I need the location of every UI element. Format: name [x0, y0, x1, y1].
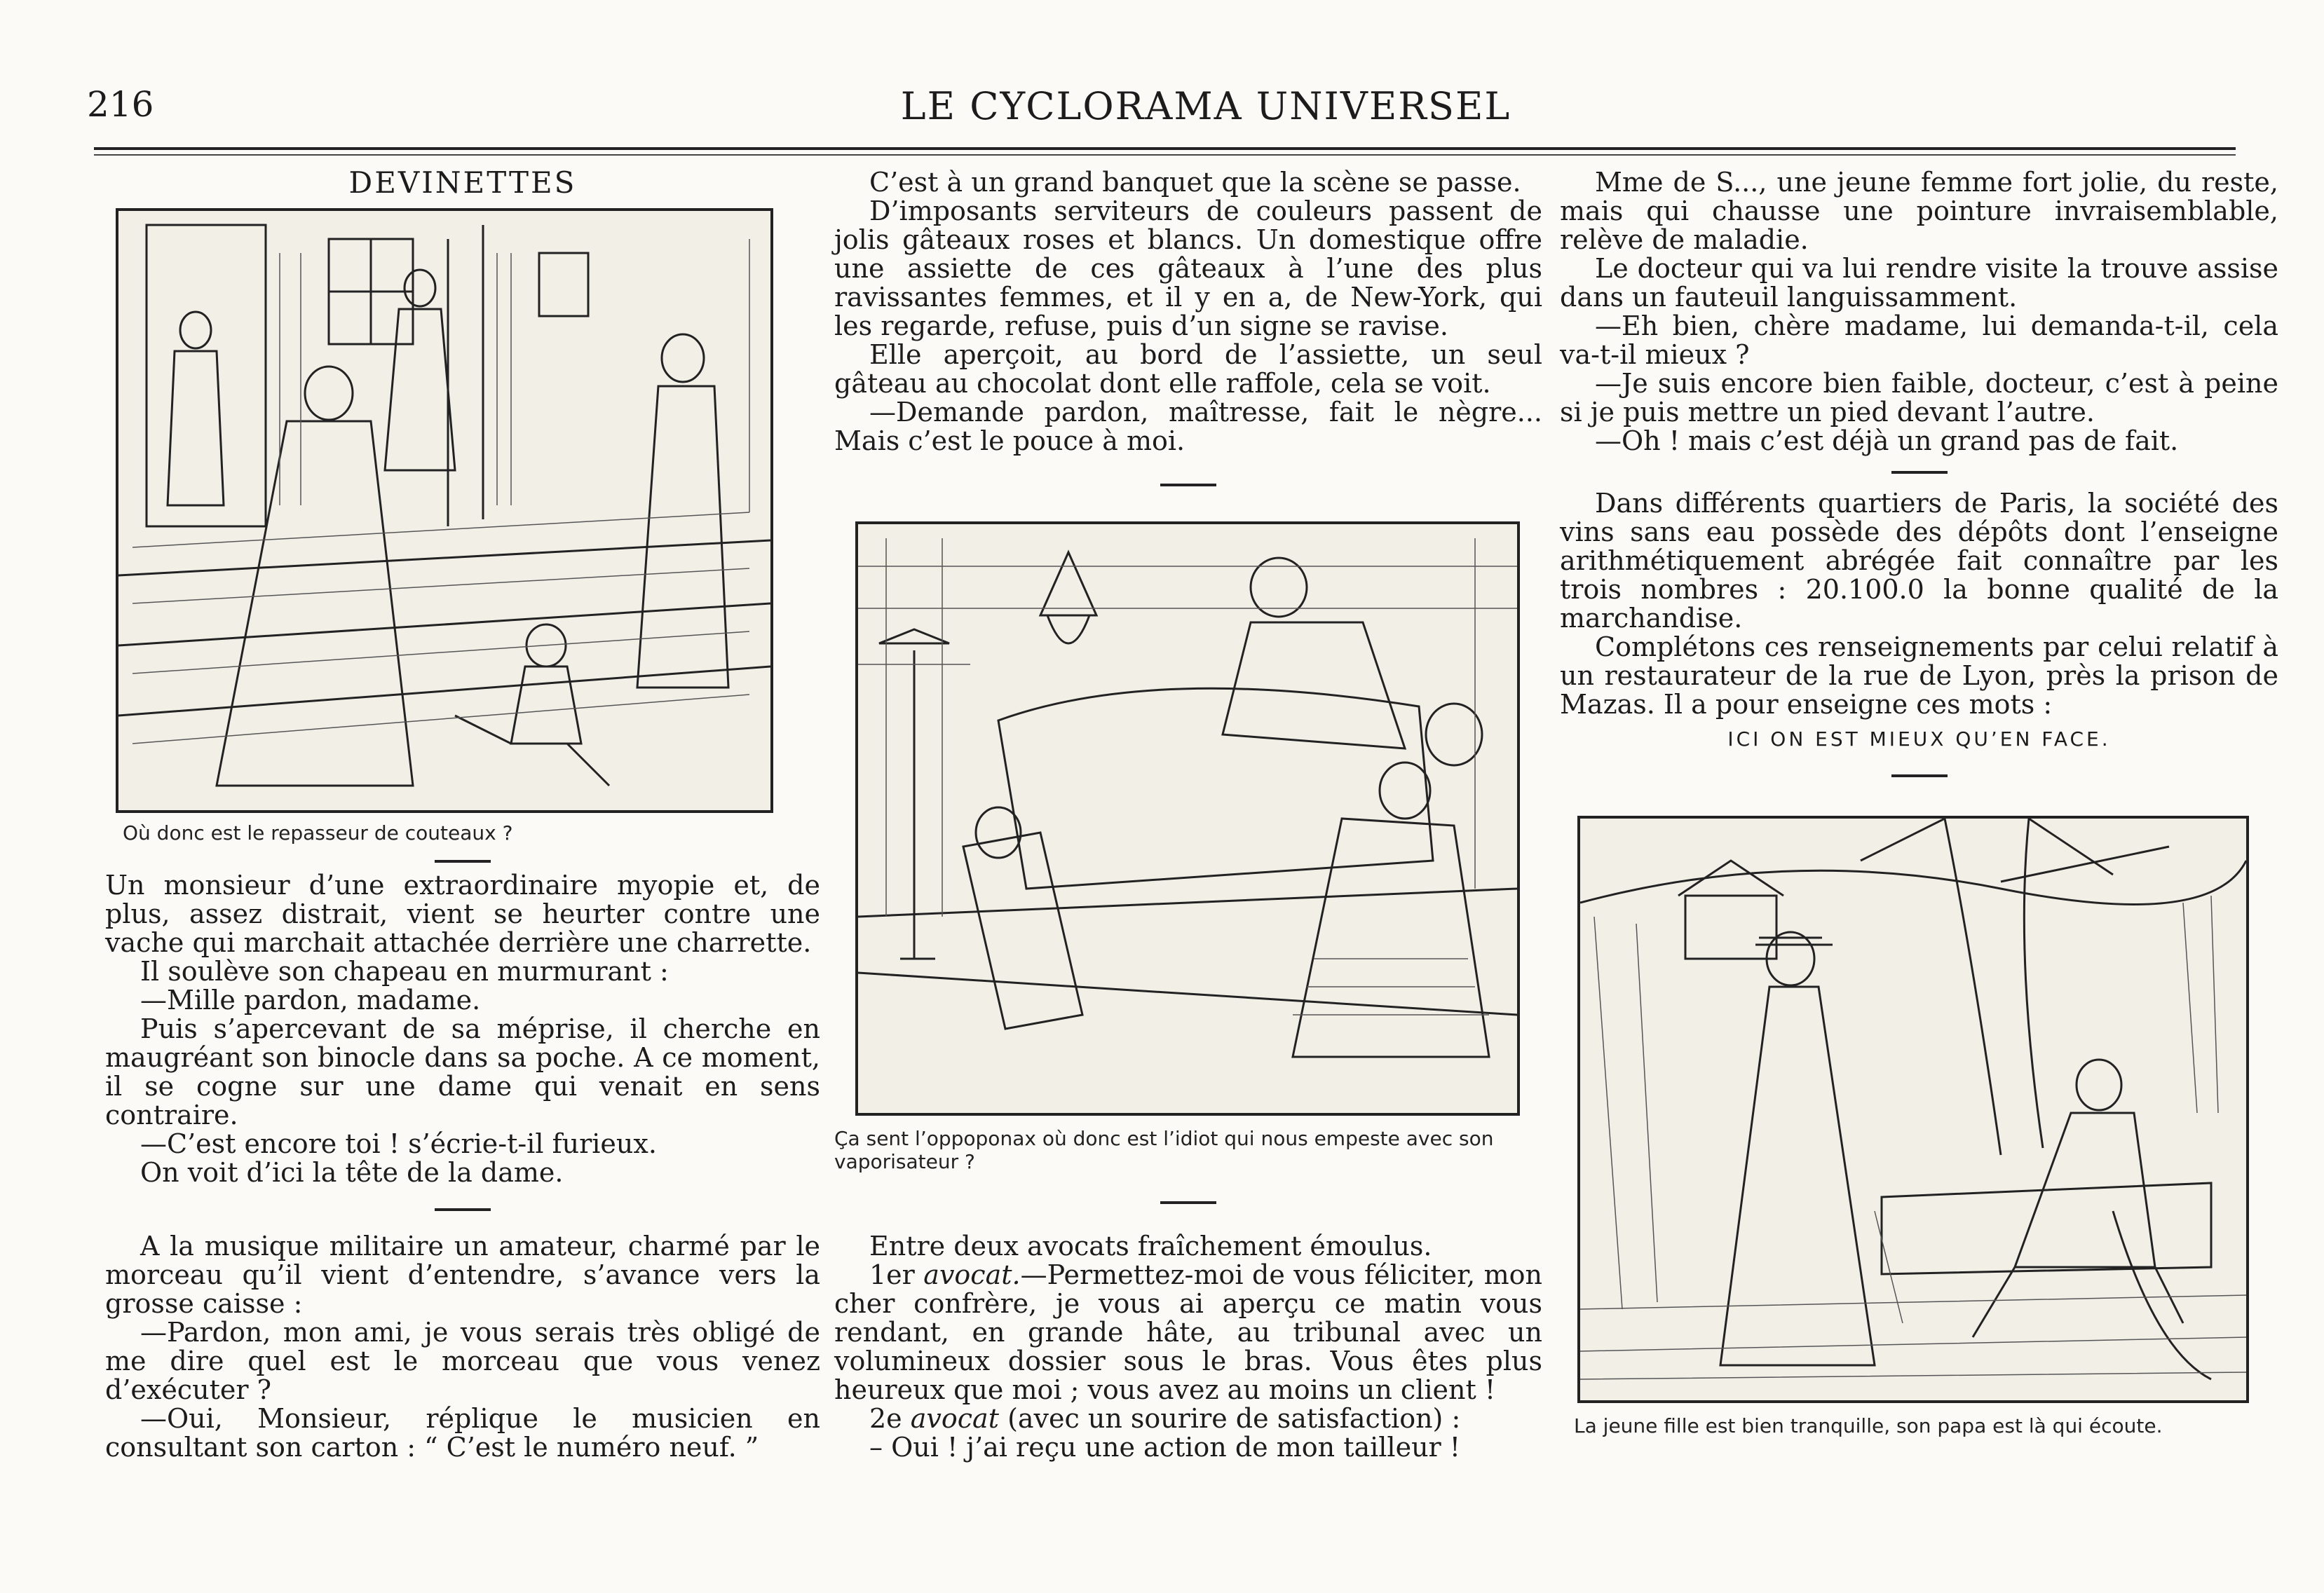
- picture-street-scene-icon: [118, 211, 770, 810]
- speaker-number: 1er: [869, 1259, 915, 1290]
- speaker-role: avocat: [910, 1403, 999, 1434]
- garden-scene-illustration: [1577, 816, 2249, 1403]
- separator: [1160, 484, 1216, 486]
- separator: [1891, 774, 1948, 777]
- paragraph: —Pardon, mon ami, je vous serais très obligé de me dire quel est le morceau que vous venez d’exécuter ?: [105, 1317, 820, 1405]
- paragraph: D’imposants serviteurs de couleurs passent de jolis gâteaux roses et blancs. Un domestique offre une assiette de ces gâteaux à l’une des plus ravissantes femmes, et il y en a, de New-York, qui les regarde, refuse, puis d’un signe se ravise.: [834, 196, 1542, 341]
- separator: [1891, 471, 1948, 474]
- separator: [435, 860, 491, 863]
- bedroom-scene-caption: Ça sent l’oppoponax où donc est l’idiot qui nous empeste avec son vaporisateur ?: [834, 1127, 1494, 1173]
- speaker-role: avocat.: [923, 1259, 1021, 1290]
- running-title: LE CYCLORAMA UNIVERSEL: [900, 84, 1511, 128]
- page-number: 216: [87, 84, 154, 125]
- paragraph: —C’est encore toi ! s’écrie-t-il furieux.: [140, 1128, 657, 1159]
- header-rule: [94, 147, 2236, 150]
- street-scene-caption: Où donc est le repasseur de couteaux ?: [123, 821, 513, 845]
- picture-garden-scene-icon: [1580, 819, 2246, 1400]
- paragraph: Un monsieur d’une extraordinaire myopie et, de plus, assez distrait, vient se heurter contre une vache qui marchait attachée derrière une charrette.: [105, 870, 820, 958]
- paragraph: Il soulève son chapeau en murmurant :: [140, 956, 669, 987]
- garden-scene-caption: La jeune fille est bien tranquille, son papa est là qui écoute.: [1574, 1414, 2163, 1437]
- paragraph: C’est à un grand banquet que la scène se passe.: [869, 167, 1521, 198]
- restaurant-sign-text: ICI ON EST MIEUX QU’EN FACE.: [1727, 727, 2111, 751]
- paragraph: —Mille pardon, madame.: [140, 985, 481, 1016]
- right-column: [1560, 168, 2278, 1437]
- paragraph: Elle aperçoit, au bord de l’assiette, un seul gâteau au chocolat dont elle raffole, cela se voit.: [834, 339, 1542, 399]
- picture-bedroom-scene-icon: [858, 524, 1517, 1113]
- paragraph: —Oui, Monsieur, réplique le musicien en consultant son carton : “ C’est le numéro neuf. ”: [105, 1403, 820, 1463]
- speaker-number: 2e: [869, 1403, 902, 1434]
- paragraph: —Je suis encore bien faible, docteur, c’est à peine si je puis mettre un pied devant l’autre.: [1560, 368, 2278, 428]
- paragraph-dialogue-1: [834, 1261, 1542, 1404]
- separator: [435, 1208, 491, 1211]
- paragraph: Dans différents quartiers de Paris, la société des vins sans eau possède des dépôts dont l’enseigne arithmétiquement abrégée fait connaître par les trois nombres : 20.100.0 la bonne qualité de la marchandise.: [1560, 488, 2278, 634]
- dialogue-text: —Permettez-moi de vous féliciter, mon cher confrère, je vous ai aperçu ce matin vous rendant, en grande hâte, au tribunal avec un volumineux dossier sous le bras. Vous êtes plus heureux que moi ; vous avez au moins un client !: [834, 1259, 1542, 1405]
- speaker-note: (avec un sourire de satisfaction) :: [1007, 1403, 1461, 1434]
- paragraph: Puis s’apercevant de sa méprise, il cherche en maugréant son binocle dans sa poche. A ce moment, il se cogne sur une dame qui venait en sens contraire.: [105, 1013, 820, 1130]
- left-column: [105, 165, 820, 1463]
- paragraph: – Oui ! j’ai reçu une action de mon tailleur !: [869, 1432, 1461, 1463]
- bedroom-scene-illustration: [855, 521, 1520, 1116]
- section-title: DEVINETTES: [348, 165, 577, 200]
- separator: [1160, 1201, 1216, 1204]
- middle-column: [834, 168, 1542, 1462]
- paragraph: —Demande pardon, maîtresse, fait le nègre... Mais c’est le pouce à moi.: [834, 397, 1542, 456]
- paragraph: —Eh bien, chère madame, lui demanda-t-il, cela va-t-il mieux ?: [1560, 310, 2278, 370]
- paragraph: —Oh ! mais c’est déjà un grand pas de fait.: [1595, 425, 2179, 456]
- paragraph: On voit d’ici la tête de la dame.: [140, 1157, 564, 1188]
- paragraph: Le docteur qui va lui rendre visite la trouve assise dans un fauteuil languissamment.: [1560, 253, 2278, 313]
- paragraph: Complétons ces renseignements par celui relatif à un restaurateur de la rue de Lyon, près la prison de Mazas. Il a pour enseigne ces mots :: [1560, 631, 2278, 720]
- header-rule-thin: [94, 154, 2236, 156]
- paragraph: Mme de S..., une jeune femme fort jolie, du reste, mais qui chausse une pointure invraisemblable, relève de maladie.: [1560, 167, 2278, 255]
- street-scene-illustration: [116, 208, 773, 813]
- paragraph: A la musique militaire un amateur, charmé par le morceau qu’il vient d’entendre, s’avance vers la grosse caisse :: [105, 1231, 820, 1319]
- paragraph-dialogue-2: [834, 1404, 1542, 1433]
- paragraph: Entre deux avocats fraîchement émoulus.: [869, 1231, 1432, 1262]
